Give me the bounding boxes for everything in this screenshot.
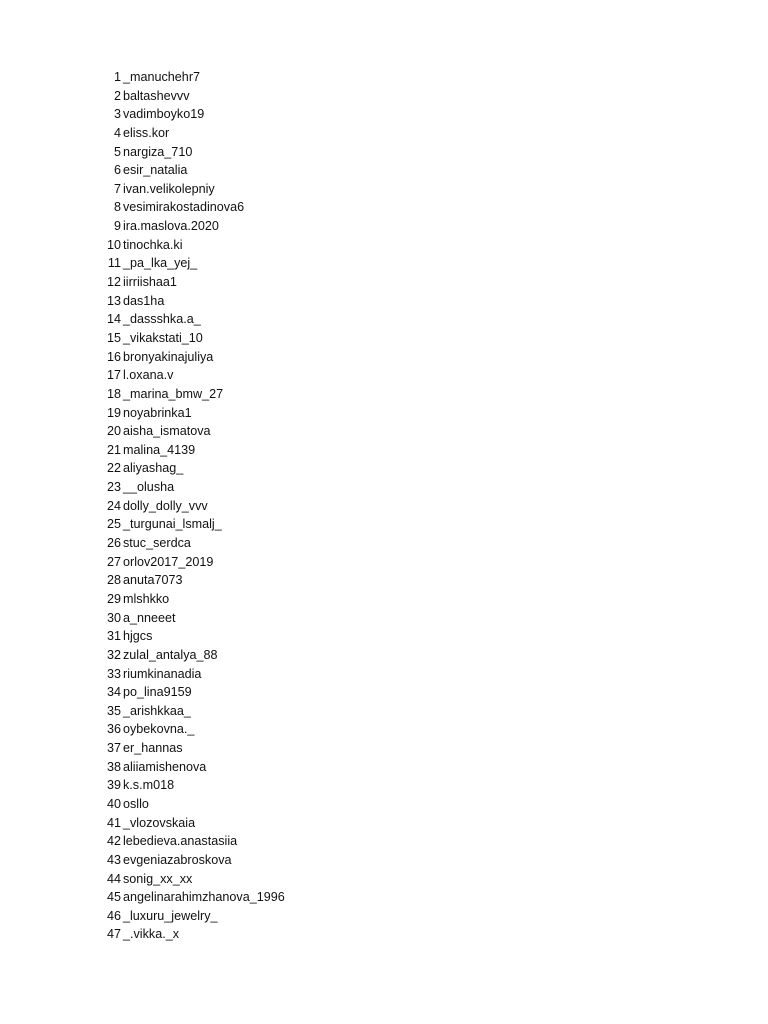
row-number: 31 (106, 629, 121, 644)
row-number: 30 (106, 610, 121, 625)
row-number: 23 (106, 480, 121, 495)
list-item (104, 236, 285, 255)
row-number: 47 (106, 927, 121, 942)
list-item (104, 329, 285, 348)
row-number: 29 (106, 591, 121, 606)
row-number: 6 (113, 163, 121, 178)
username-text: __olusha (123, 480, 175, 495)
username-text: sonig_xx_xx (123, 871, 193, 886)
username-text: aisha_ismatova (123, 424, 211, 439)
list-item (104, 888, 285, 907)
username-text: stuc_serdca (123, 536, 191, 551)
username-text: noyabrinka1 (123, 405, 192, 420)
username-text: _turgunai_lsmalj_ (123, 517, 222, 532)
list-item (104, 273, 285, 292)
row-number: 41 (106, 815, 121, 830)
row-number: 45 (106, 890, 121, 905)
row-number: 36 (106, 722, 121, 737)
row-number: 24 (106, 498, 121, 513)
list-item (104, 87, 285, 106)
row-number: 21 (106, 442, 121, 457)
list-item (104, 627, 285, 646)
username-text: _marina_bmw_27 (123, 386, 224, 401)
list-item (104, 683, 285, 702)
username-text: esir_natalia (123, 163, 188, 178)
list-item (104, 180, 285, 199)
list-item (104, 720, 285, 739)
username-text: _luxuru_jewelry_ (123, 908, 218, 923)
username-text: _vikakstati_10 (123, 330, 203, 345)
username-text: k.s.m018 (123, 778, 175, 793)
list-item (104, 404, 285, 423)
username-text: _pa_lka_yej_ (123, 256, 198, 271)
list-item (104, 497, 285, 516)
row-number: 33 (106, 666, 121, 681)
row-number: 46 (106, 908, 121, 923)
list-item (104, 124, 285, 143)
list-item (104, 254, 285, 273)
username-text: oybekovna._ (123, 722, 195, 737)
username-text: hjgcs (123, 629, 153, 644)
list-item (104, 814, 285, 833)
row-number: 28 (106, 573, 121, 588)
username-text: tinochka.ki (123, 237, 183, 252)
username-text: l.oxana.v (123, 368, 174, 383)
list-item (104, 553, 285, 572)
list-item (104, 609, 285, 628)
list-item (104, 758, 285, 777)
list-item (104, 478, 285, 497)
username-text: _arishkkaa_ (123, 703, 191, 718)
row-number: 17 (106, 368, 121, 383)
row-number: 18 (106, 386, 121, 401)
username-text: lebedieva.anastasiia (123, 834, 238, 849)
username-text: riumkinanadia (123, 666, 202, 681)
list-item (104, 292, 285, 311)
row-number: 26 (106, 536, 121, 551)
list-item (104, 571, 285, 590)
username-text: aliiamishenova (123, 759, 207, 774)
list-item (104, 590, 285, 609)
row-number: 27 (106, 554, 121, 569)
list-item (104, 832, 285, 851)
username-text: _vlozovskaia (123, 815, 196, 830)
username-text: bronyakinajuliya (123, 349, 214, 364)
list-item (104, 534, 285, 553)
row-number: 11 (107, 256, 121, 271)
list-item (104, 795, 285, 814)
row-number: 7 (113, 181, 121, 196)
list-item (104, 422, 285, 441)
row-number: 39 (106, 778, 121, 793)
row-number: 43 (106, 852, 121, 867)
row-number: 8 (113, 200, 121, 215)
username-text: anuta7073 (123, 573, 183, 588)
username-text: eliss.kor (123, 125, 170, 140)
row-number: 2 (113, 88, 121, 103)
list-item (104, 646, 285, 665)
row-number: 13 (106, 293, 121, 308)
list-item (104, 68, 285, 87)
list-item (104, 105, 285, 124)
username-text: vesimirakostadinova6 (123, 200, 245, 215)
username-text: ivan.velikolepniy (123, 181, 215, 196)
list-item (104, 515, 285, 534)
row-number: 1 (113, 70, 121, 84)
list-item (104, 459, 285, 478)
row-number: 9 (113, 219, 121, 234)
list-item (104, 161, 285, 180)
row-number: 32 (106, 647, 121, 662)
row-number: 22 (106, 461, 121, 476)
list-item (104, 441, 285, 460)
username-text: orlov2017_2019 (123, 554, 214, 569)
username-text: _manuchehr7 (123, 70, 201, 84)
list-item (104, 702, 285, 721)
list-item (104, 366, 285, 385)
username-text: po_lina9159 (123, 685, 192, 700)
username-text: aliyashag_ (123, 461, 184, 476)
username-text: er_hannas (123, 741, 183, 756)
list-item (104, 385, 285, 404)
row-number: 44 (106, 871, 121, 886)
username-text: nargiza_710 (123, 144, 193, 159)
username-text: dolly_dolly_vvv (123, 498, 208, 513)
row-number: 38 (106, 759, 121, 774)
username-text: vadimboyko19 (123, 107, 205, 122)
list-item (104, 907, 285, 926)
row-number: 40 (106, 796, 121, 811)
row-number: 37 (106, 741, 121, 756)
row-number: 34 (106, 685, 121, 700)
username-text: a_nneeet (123, 610, 176, 625)
list-item (104, 217, 285, 236)
row-number: 42 (106, 834, 121, 849)
username-text: mlshkko (123, 591, 170, 606)
list-item (104, 310, 285, 329)
row-number: 5 (113, 144, 121, 159)
row-number: 20 (106, 424, 121, 439)
list-item (104, 739, 285, 758)
list-item (104, 776, 285, 795)
list-item (104, 851, 285, 870)
row-number: 10 (106, 237, 121, 252)
list-item (104, 348, 285, 367)
username-text: zulal_antalya_88 (123, 647, 218, 662)
username-text: das1ha (123, 293, 165, 308)
row-number: 12 (106, 275, 121, 290)
row-number: 25 (106, 517, 121, 532)
list-item (104, 870, 285, 889)
username-text: osllo (123, 796, 149, 811)
username-text: malina_4139 (123, 442, 196, 457)
row-number: 19 (106, 405, 121, 420)
list-item (104, 198, 285, 217)
list-item (104, 143, 285, 162)
username-text: ira.maslova.2020 (123, 219, 219, 234)
username-text: _dassshka.a_ (123, 312, 201, 327)
row-number: 3 (113, 107, 121, 122)
row-number: 16 (106, 349, 121, 364)
list-item (104, 665, 285, 684)
username-list (104, 68, 285, 944)
row-number: 4 (113, 125, 121, 140)
row-number: 14 (106, 312, 121, 327)
username-text: iirriishaa1 (123, 275, 177, 290)
username-text: angelinarahimzhanova_1996 (123, 890, 285, 905)
username-text: _.vikka._x (123, 927, 179, 942)
row-number: 35 (106, 703, 121, 718)
list-item (104, 925, 285, 944)
username-text: baltashevvv (123, 88, 190, 103)
username-text: evgeniazabroskova (123, 852, 232, 867)
row-number: 15 (106, 330, 121, 345)
